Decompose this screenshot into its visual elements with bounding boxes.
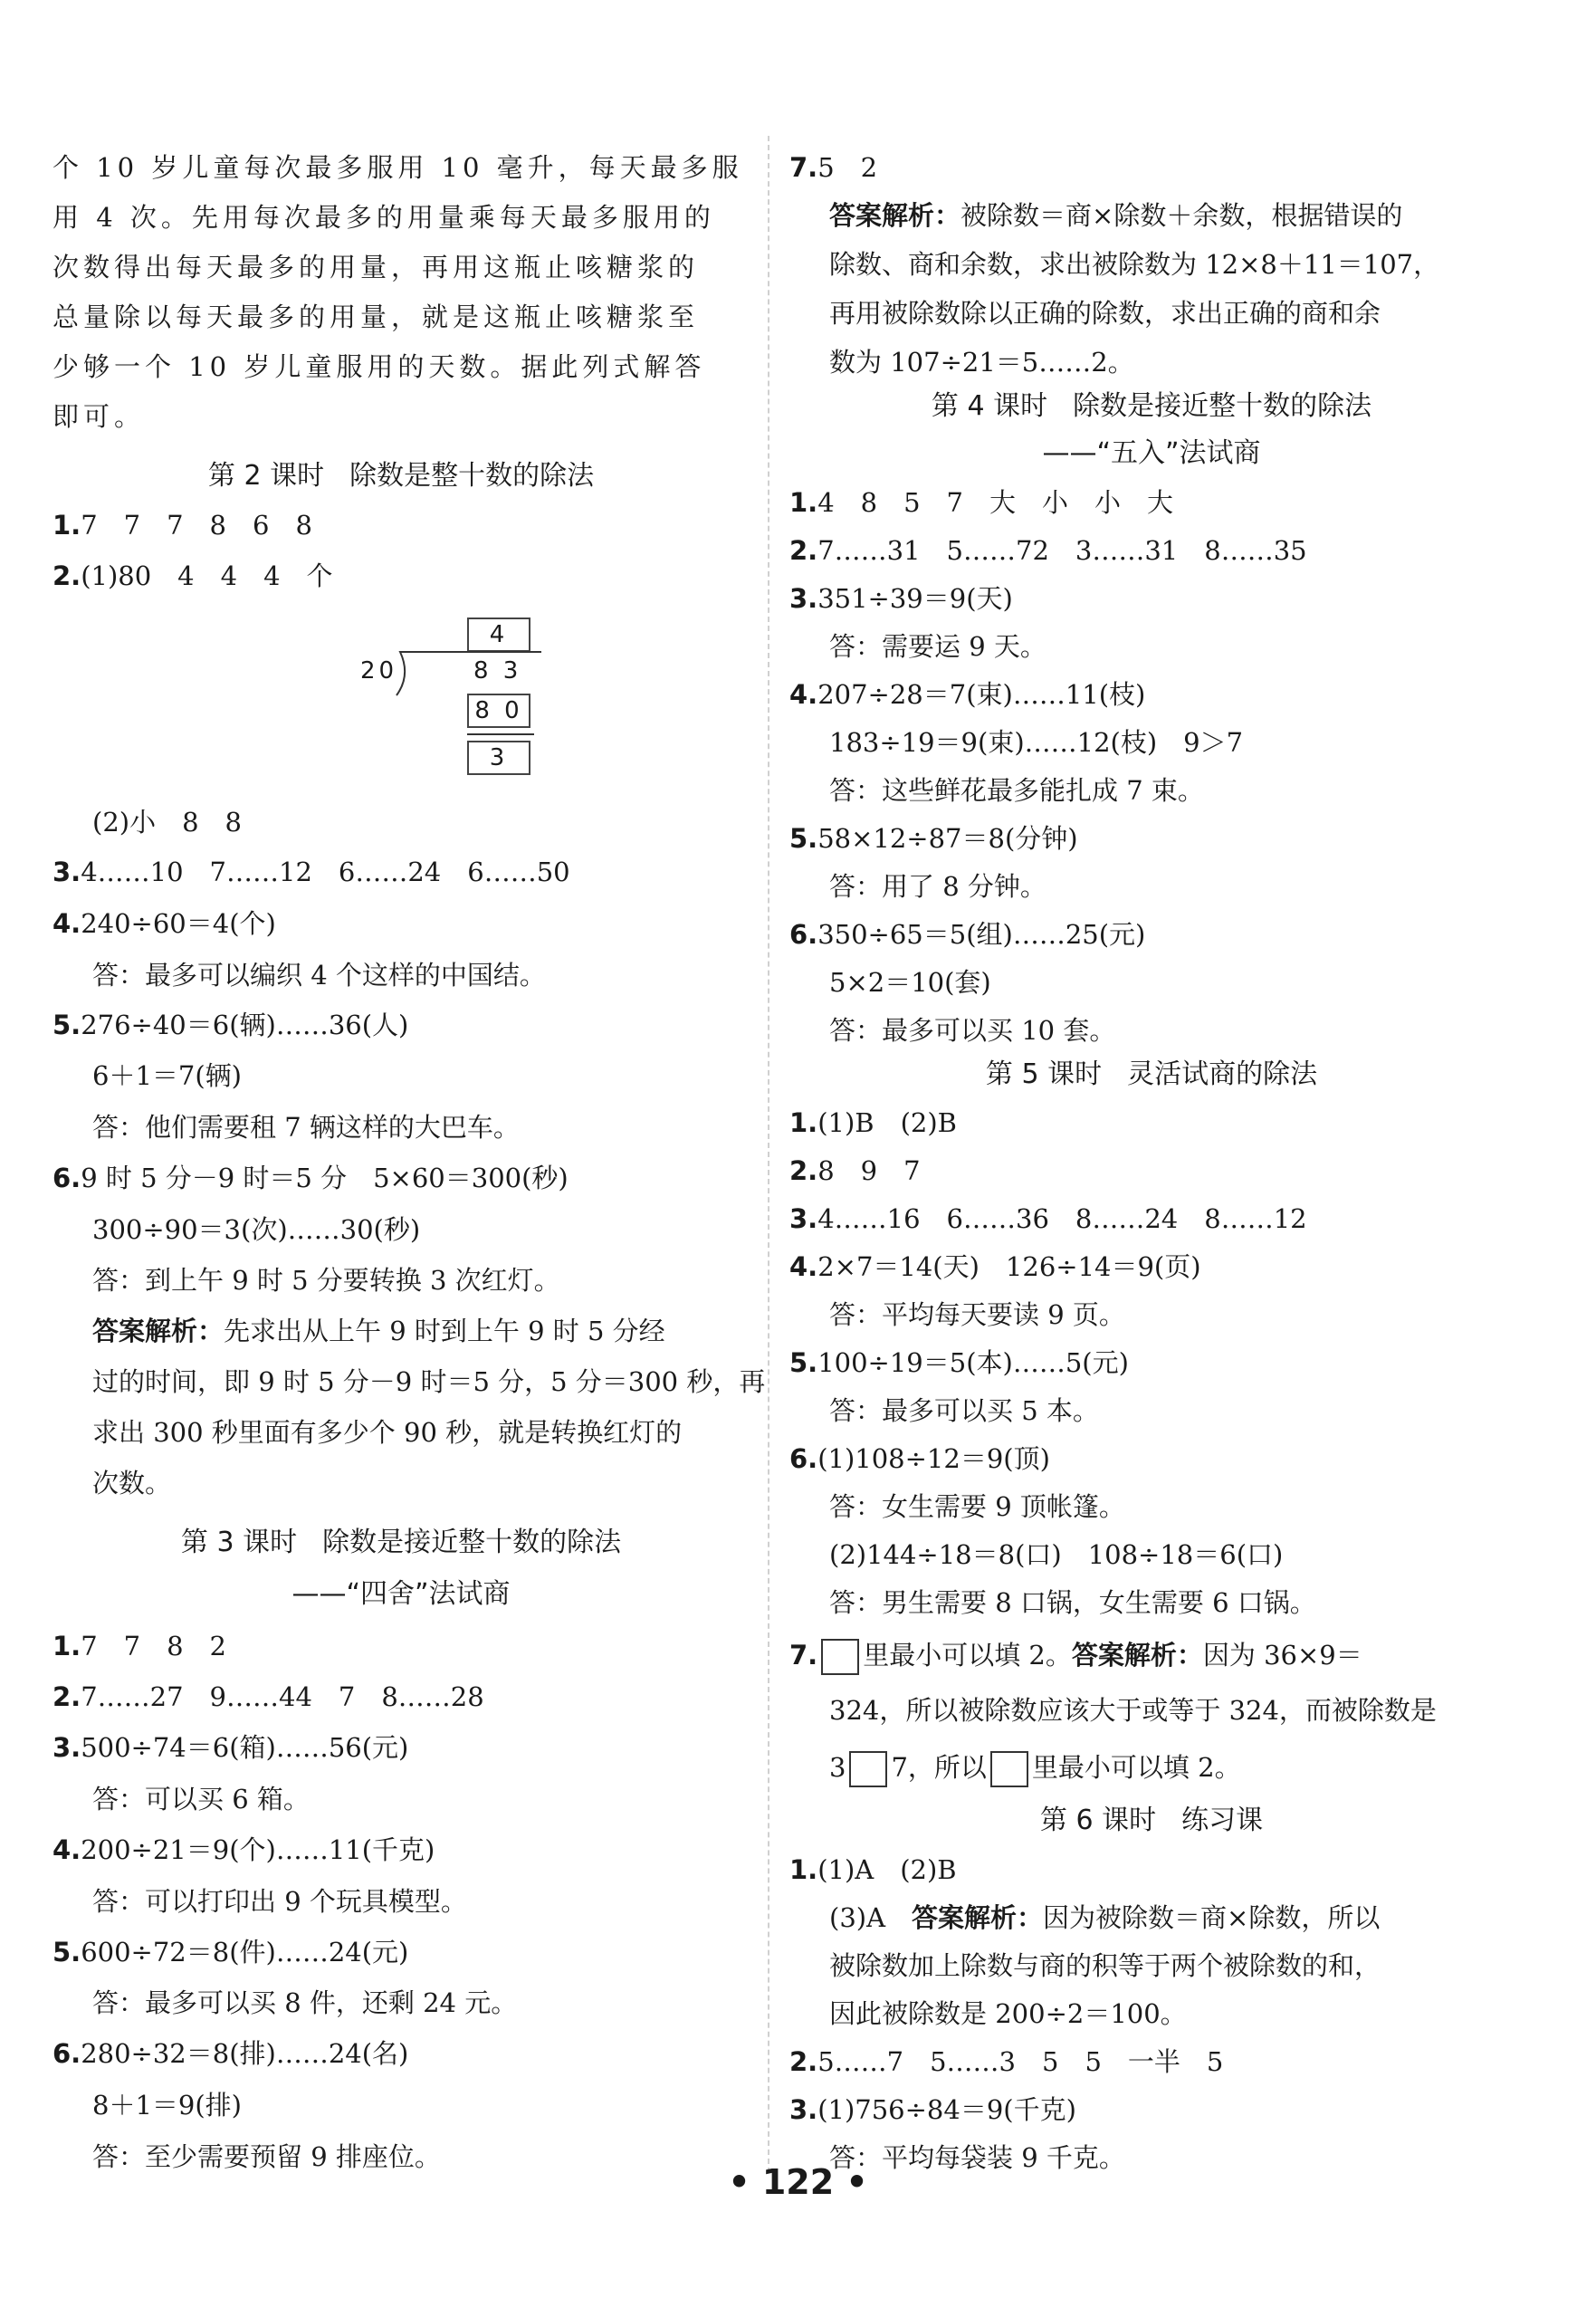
page-number: • 122 • bbox=[728, 2162, 868, 2202]
text-line: 用 4 次。先用每次最多的用量乘每天最多服用的 bbox=[53, 202, 715, 233]
column-divider bbox=[768, 136, 770, 2173]
section-heading-lesson-2: 第 2 课时 除数是整十数的除法 bbox=[207, 460, 595, 492]
answer-line: 2.8 9 7 bbox=[789, 1155, 921, 1186]
section-heading-lesson-4: 第 4 课时 除数是接近整十数的除法 bbox=[931, 390, 1372, 422]
text-line: 即可。 bbox=[53, 401, 146, 432]
answer-line: 答：他们需要租 7 辆这样的大巴车。 bbox=[92, 1112, 520, 1143]
answer-line: 答：用了 8 分钟。 bbox=[829, 871, 1046, 902]
section-heading-lesson-3: 第 3 课时 除数是接近整十数的除法 bbox=[180, 1527, 622, 1558]
section-heading-lesson-6: 第 6 课时 练习课 bbox=[1039, 1805, 1264, 1836]
answer-line: 答：可以打印出 9 个玩具模型。 bbox=[92, 1886, 467, 1917]
explanation-line: 答案解析：被除数＝商×除数＋余数，根据错误的 bbox=[829, 200, 1403, 231]
answer-line: 5.276÷40＝6(辆)……36(人) bbox=[53, 1010, 409, 1040]
explanation-line: 除数、商和余数，求出被除数为 12×8＋11＝107， bbox=[829, 249, 1440, 280]
explanation-line: 求出 300 秒里面有多少个 90 秒，就是转换红灯的 bbox=[92, 1417, 683, 1448]
answer-line: 4.207÷28＝7(束)……11(枝) bbox=[789, 679, 1146, 710]
answer-line: 5.100÷19＝5(本)……5(元) bbox=[789, 1347, 1129, 1378]
answer-line: 3.4……16 6……36 8……24 8……12 bbox=[789, 1203, 1307, 1234]
blank-box bbox=[849, 1751, 887, 1787]
answer-line: 2.(1)80 4 4 4 个 bbox=[53, 560, 333, 591]
text-line: 个 10 岁儿童每次最多服用 10 毫升，每天最多服 bbox=[53, 152, 743, 183]
answer-line: 6.(1)108÷12＝9(顶) bbox=[789, 1443, 1050, 1474]
remainder-box: 3 bbox=[467, 741, 530, 775]
answer-line: (2)小 8 8 bbox=[92, 807, 242, 838]
answer-line: 答：最多可以编织 4 个这样的中国结。 bbox=[92, 960, 546, 991]
answer-line: 3.(1)756÷84＝9(千克) bbox=[789, 2094, 1076, 2125]
answer-line: 5×2＝10(套) bbox=[829, 967, 991, 998]
answer-line: 4.240÷60＝4(个) bbox=[53, 908, 276, 939]
explanation-line: 再用被除数除以正确的除数，求出正确的商和余 bbox=[829, 298, 1381, 329]
answer-line: 答：到上午 9 时 5 分要转换 3 次红灯。 bbox=[92, 1265, 560, 1296]
explanation-line: 3 7，所以 里最小可以填 2。 bbox=[829, 1749, 1241, 1787]
answer-line: 1.(1)B (2)B bbox=[789, 1107, 957, 1138]
section-subheading: ——“五入”法试商 bbox=[1042, 437, 1261, 469]
answer-line: 3.351÷39＝9(天) bbox=[789, 583, 1013, 614]
answer-line: (2)144÷18＝8(口) 108÷18＝6(口) bbox=[829, 1539, 1284, 1570]
explanation-line: 数为 107÷21＝5……2。 bbox=[829, 347, 1134, 378]
text-line: 少够一个 10 岁儿童服用的天数。据此列式解答 bbox=[53, 351, 706, 382]
answer-line: 8＋1＝9(排) bbox=[92, 2090, 242, 2121]
answer-line: 答：最多可以买 5 本。 bbox=[829, 1395, 1099, 1426]
answer-line: 183÷19＝9(束)……12(枝) 9＞7 bbox=[829, 727, 1244, 758]
answer-line: 答：需要运 9 天。 bbox=[829, 631, 1046, 662]
explanation-line: 次数。 bbox=[92, 1468, 172, 1498]
section-heading-lesson-5: 第 5 课时 灵活试商的除法 bbox=[985, 1058, 1318, 1090]
divisor: 20 bbox=[360, 657, 398, 685]
answer-line: 答：最多可以买 10 套。 bbox=[829, 1015, 1116, 1046]
text-line: 次数得出每天最多的用量，再用这瓶止咳糖浆的 bbox=[53, 252, 700, 282]
section-subheading: ——“四舍”法试商 bbox=[291, 1578, 511, 1610]
answer-line: 答：平均每天要读 9 页。 bbox=[829, 1299, 1125, 1330]
answer-line: 6.350÷65＝5(组)……25(元) bbox=[789, 919, 1146, 950]
answer-line: 7.5 2 bbox=[789, 152, 878, 183]
answer-line: 1.4 8 5 7 大 小 小 大 bbox=[789, 487, 1174, 518]
answer-line: 300÷90＝3(次)……30(秒) bbox=[92, 1214, 421, 1245]
explanation-line: (3)A 答案解析：因为被除数＝商×除数，所以 bbox=[829, 1902, 1381, 1933]
blank-box bbox=[990, 1751, 1028, 1787]
explanation-line: 被除数加上除数与商的积等于两个被除数的和， bbox=[829, 1950, 1381, 1981]
answer-line: 答：最多可以买 8 件，还剩 24 元。 bbox=[92, 1987, 518, 2018]
answer-line: 5.600÷72＝8(件)……24(元) bbox=[53, 1937, 409, 1968]
dividend: 8 3 bbox=[473, 657, 522, 685]
answer-line: 5.58×12÷87＝8(分钟) bbox=[789, 823, 1078, 854]
quotient-box: 4 bbox=[467, 618, 530, 652]
answer-line: 答：这些鲜花最多能扎成 7 束。 bbox=[829, 775, 1204, 806]
answer-line: 4.2×7＝14(天) 126÷14＝9(页) bbox=[789, 1251, 1201, 1282]
answer-line: 3.500÷74＝6(箱)……56(元) bbox=[53, 1732, 409, 1763]
answer-line: 3.4……10 7……12 6……24 6……50 bbox=[53, 857, 570, 887]
explanation-line: 因此被除数是 200÷2＝100。 bbox=[829, 1998, 1187, 2029]
answer-line: 答：男生需要 8 口锅，女生需要 6 口锅。 bbox=[829, 1587, 1316, 1618]
answer-line: 6.9 时 5 分－9 时＝5 分 5×60＝300(秒) bbox=[53, 1163, 569, 1193]
answer-line: 答：至少需要预留 9 排座位。 bbox=[92, 2141, 441, 2172]
blank-box bbox=[821, 1639, 859, 1675]
answer-line: 2.5……7 5……3 5 5 一半 5 bbox=[789, 2046, 1224, 2077]
subtraction-line bbox=[467, 733, 534, 735]
answer-line: 答：平均每袋装 9 千克。 bbox=[829, 2142, 1125, 2173]
explanation-line: 答案解析：先求出从上午 9 时到上午 9 时 5 分经 bbox=[92, 1316, 665, 1346]
answer-line: 6.280÷32＝8(排)……24(名) bbox=[53, 2038, 409, 2069]
text-line: 总量除以每天最多的用量，就是这瓶止咳糖浆至 bbox=[53, 302, 700, 332]
answer-line: 4.200÷21＝9(个)……11(千克) bbox=[53, 1834, 435, 1865]
answer-line: 答：女生需要 9 顶帐篷。 bbox=[829, 1491, 1125, 1522]
answer-line: 2.7……27 9……44 7 8……28 bbox=[53, 1681, 484, 1712]
answer-line: 6＋1＝7(辆) bbox=[92, 1060, 242, 1091]
answer-line: 答：可以买 6 箱。 bbox=[92, 1784, 310, 1814]
answer-line: 2.7……31 5……72 3……31 8……35 bbox=[789, 535, 1307, 566]
product-box: 8 0 bbox=[467, 694, 530, 728]
explanation-line: 324，所以被除数应该大于或等于 324，而被除数是 bbox=[829, 1695, 1437, 1726]
explanation-line: 过的时间，即 9 时 5 分－9 时＝5 分，5 分＝300 秒，再 bbox=[92, 1366, 766, 1397]
answer-line: 1.7 7 8 2 bbox=[53, 1631, 227, 1661]
answer-line: 1.7 7 7 8 6 8 bbox=[53, 510, 312, 541]
answer-line: 7. 里最小可以填 2。答案解析：因为 36×9＝ bbox=[789, 1637, 1362, 1675]
answer-line: 1.(1)A (2)B bbox=[789, 1854, 957, 1885]
